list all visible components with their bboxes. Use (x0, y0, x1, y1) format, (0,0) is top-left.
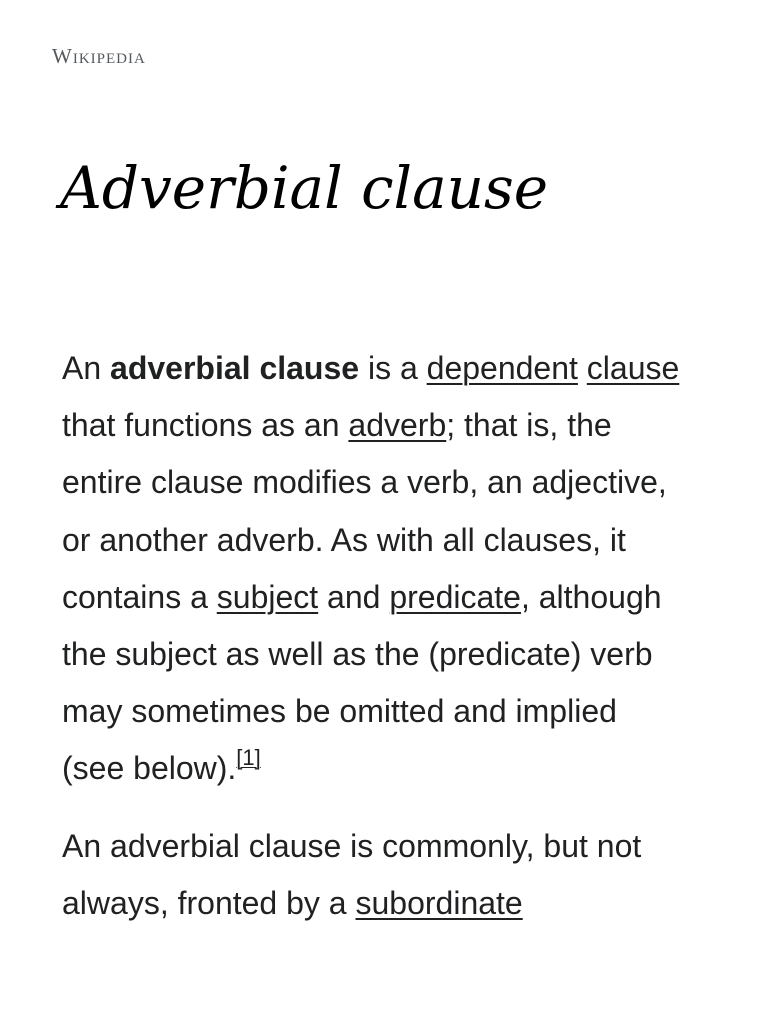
citation-link[interactable]: [1] (236, 745, 261, 771)
link-clause[interactable]: clause (586, 350, 680, 386)
paragraph-2 (62, 818, 712, 932)
text-line (62, 740, 712, 797)
page-title: Adverbial clause (60, 154, 549, 222)
text-segment: always, fronted by a (62, 884, 356, 921)
text-line: An adverbial clause is commonly, but not (62, 827, 642, 864)
text-segment: contains a (62, 578, 217, 615)
link-adverb[interactable]: adverb (348, 407, 447, 444)
text-line: or another adverb. As with all clauses, it (62, 521, 626, 558)
text-line (62, 569, 712, 626)
text-segment: , although (520, 578, 662, 615)
text-segment: and (318, 578, 390, 615)
text-line (62, 875, 712, 932)
text-line: may sometimes be omitted and implied (62, 693, 617, 730)
link-dependent[interactable]: dependent (426, 350, 578, 386)
citation-1[interactable] (236, 745, 260, 770)
text-segment (578, 350, 587, 386)
text-segment: An (62, 350, 111, 386)
text-line (62, 340, 712, 397)
article-body (62, 340, 712, 952)
paragraph-1 (62, 340, 712, 798)
wikipedia-wordmark[interactable]: Wikipedia (52, 44, 146, 68)
text-line (62, 397, 712, 454)
text-segment: ; that is, the (446, 407, 612, 444)
text-segment: that functions as an (62, 407, 349, 444)
text-line: entire clause modifies a verb, an adjective, (62, 464, 667, 501)
link-subordinate[interactable]: subordinate (355, 884, 523, 921)
link-subject[interactable]: subject (216, 578, 319, 615)
link-predicate[interactable]: predicate (389, 578, 521, 615)
bold-term: adverbial clause (110, 350, 360, 386)
text-segment: (see below). (62, 750, 237, 787)
text-line: the subject as well as the (predicate) verb (62, 636, 653, 673)
text-segment: is a (359, 350, 427, 386)
